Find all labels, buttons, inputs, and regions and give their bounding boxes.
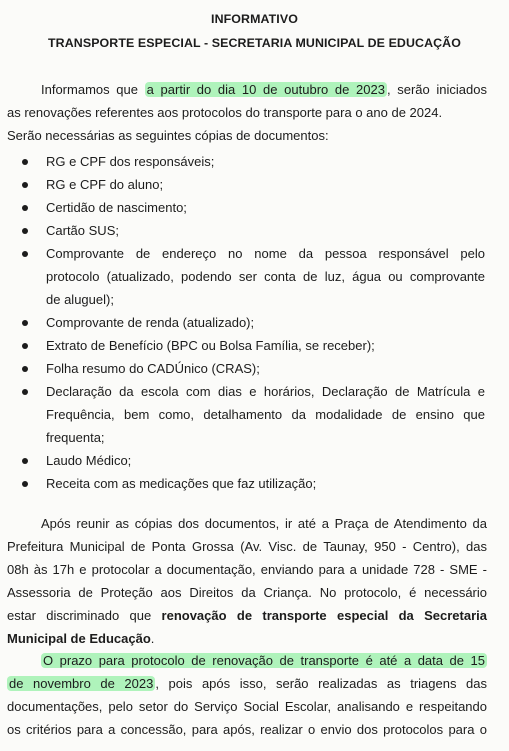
highlighted-deadline: O prazo para protocolo de renovação de transporte é até a data de 15	[43, 653, 485, 668]
bullet-icon	[22, 159, 28, 165]
bullet-icon	[22, 343, 28, 349]
bullet-icon	[22, 251, 28, 257]
bullet-icon	[22, 182, 28, 188]
deadline-line-2: de novembro de 2023 , pois após isso, serão realizadas as triagens das	[9, 676, 487, 691]
document-list-item	[0, 334, 485, 357]
document-list-item	[0, 357, 485, 380]
procedure-line-2: Prefeitura Municipal de Ponta Grossa (Av. Visc. de Taunay, 950 - Centro), das	[7, 539, 487, 554]
deadline-paragraph	[7, 649, 487, 741]
document-item-text: RG e CPF dos responsáveis;	[46, 154, 215, 169]
document-item-text: Extrato de Benefício (BPC ou Bolsa Família, se receber);	[46, 338, 375, 353]
bullet-icon	[22, 458, 28, 464]
document-list-item	[0, 242, 485, 311]
document-item-text: Receita com as medicações que faz utilização;	[46, 476, 317, 491]
intro-line-3: Serão necessárias as seguintes cópias de documentos:	[7, 128, 329, 143]
document-list-item	[0, 219, 485, 242]
bullet-icon	[22, 389, 28, 395]
procedure-line-3: 08h às 17h e protocolar a documentação, enviando para a unidade 728 - SME -	[7, 562, 487, 577]
deadline-line-4: os critérios para a concessão, para após, realizar o envio dos protocolos para o	[7, 722, 487, 737]
document-item-text: RG e CPF do aluno;	[46, 177, 164, 192]
document-list-item	[0, 472, 485, 495]
document-item-text: frequenta;	[46, 430, 105, 445]
document-item-text: Certidão de nascimento;	[46, 200, 187, 215]
procedure-line-5: estar discriminado que renovação de transporte especial da Secretaria	[7, 608, 487, 623]
document-list-item	[0, 150, 485, 173]
deadline-line-1	[7, 649, 487, 672]
document-item-text: protocolo (atualizado, podendo ser conta de luz, água ou comprovante	[46, 269, 485, 284]
document-item-text: Laudo Médico;	[46, 453, 132, 468]
procedure-line-6: Municipal de Educação.	[7, 631, 155, 646]
bullet-icon	[22, 366, 28, 372]
document-list-item	[0, 173, 485, 196]
highlighted-deadline-date: de novembro de 2023	[9, 676, 154, 691]
procedure-line-4: Assessoria de Proteção aos Direitos da Criança. No protocolo, é necessário	[7, 585, 487, 600]
required-documents-list	[0, 150, 485, 495]
document-item-text: Declaração da escola com dias e horários, Declaração de Matrícula e	[46, 384, 485, 399]
bullet-icon	[22, 320, 28, 326]
document-list-item	[0, 311, 485, 334]
bullet-icon	[22, 481, 28, 487]
procedure-paragraph	[7, 512, 487, 650]
bullet-icon	[22, 205, 28, 211]
deadline-line-3: documentações, pelo setor do Serviço Social Escolar, analisando e respeitando	[7, 699, 487, 714]
document-list-item	[0, 380, 485, 449]
document-item-text: de aluguel);	[46, 292, 114, 307]
document-title: INFORMATIVO	[211, 12, 298, 26]
intro-line-1: Informamos que a partir do dia 10 de outubro de 2023 , serão iniciados	[41, 82, 487, 97]
bullet-icon	[22, 228, 28, 234]
intro-line-2: as renovações referentes aos protocolos do transporte para o ano de 2024.	[7, 105, 443, 120]
document-list-item	[0, 196, 485, 219]
document-item-text: Cartão SUS;	[46, 223, 119, 238]
procedure-line-1: Após reunir as cópias dos documentos, ir até a Praça de Atendimento da	[41, 516, 487, 531]
document-item-text: Folha resumo do CADÚnico (CRAS);	[46, 361, 260, 376]
document-subtitle: TRANSPORTE ESPECIAL - SECRETARIA MUNICIPAL DE EDUCAÇÃO	[48, 36, 461, 50]
document-item-text: Comprovante de renda (atualizado);	[46, 315, 255, 330]
document-item-text: Frequência, bem como, detalhamento da modalidade de ensino que	[46, 407, 485, 422]
highlighted-start-date: a partir do dia 10 de outubro de 2023	[146, 82, 385, 97]
intro-paragraph	[7, 78, 487, 147]
document-list-item	[0, 449, 485, 472]
document-item-text: Comprovante de endereço no nome da pessoa responsável pelo	[46, 246, 485, 261]
